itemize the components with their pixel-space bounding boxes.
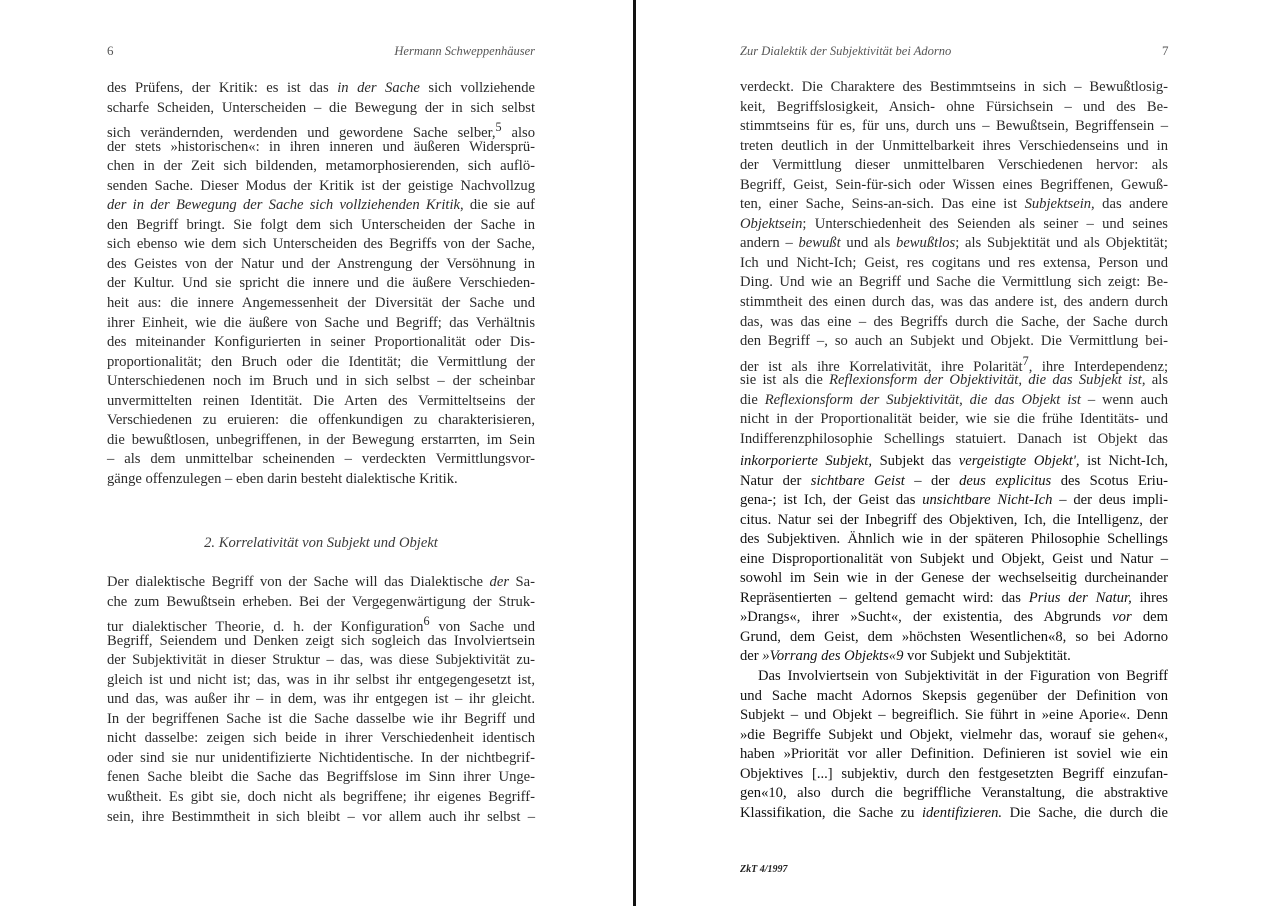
text-line: Ding. Und wie an Begriff und Sache die Vermittlung sich zeigt: Be- bbox=[740, 274, 1168, 291]
page-number: 7 bbox=[1162, 43, 1169, 58]
text-line: andern – bewußt und als bewußtlos; als Subjektität und als Objektität; bbox=[740, 235, 1168, 252]
text-line: senden Sache. Dieser Modus der Kritik ist der geistige Nachvollzug bbox=[107, 177, 535, 194]
text-line: der »Vorrang des Objekts«9 vor Subjekt und Subjektität. bbox=[740, 648, 1071, 665]
right-page bbox=[636, 0, 1268, 906]
running-head-author: Hermann Schweppenhäuser bbox=[394, 44, 535, 58]
text-line: ten, einer Sache, Seins-an-sich. Das eine ist Subjektsein, das andere bbox=[740, 196, 1168, 213]
text-line: den Begriff –, so auch an Subjekt und Objekt. Die Vermittlung bei- bbox=[740, 333, 1168, 350]
text-line: sein, ihre Bestimmtheit in sich bleibt – vor allem auch ihr selbst – bbox=[107, 808, 535, 825]
text-line: treten deutlich in der Unmittelbarkeit ihres Verschiedenseins und in bbox=[740, 137, 1168, 154]
left-page bbox=[0, 0, 633, 906]
text-line: eine Disproportionalität von Subjekt und Objekt, Geist und Natur – bbox=[740, 550, 1168, 567]
text-line: Grund, dem Geist, dem »höchsten Wesentlichen«8, so bei Adorno bbox=[740, 628, 1168, 645]
text-line: gänge offenzulegen – eben darin besteht dialektische Kritik. bbox=[107, 470, 458, 487]
right-paragraph-1-continued bbox=[740, 452, 1168, 667]
text-line: Objektsein; Unterschiedenheit des Seienden als seiner – und seines bbox=[740, 215, 1168, 232]
text-line: und das, was außer ihr – in dem, was ihr entgegen ist – ihr gleicht. bbox=[107, 691, 535, 708]
text-line: proportionalität; den Bruch oder die Identität; die Vermittlung der bbox=[107, 353, 535, 370]
text-line: – als dem unmittelbar scheinenden – verdeckten Vermittlungsvor- bbox=[107, 451, 535, 468]
text-line: Klassifikation, die Sache zu identifizieren. Die Sache, die durch die bbox=[740, 804, 1168, 821]
text-line: gen«10, also durch die begriffliche Veranstaltung, die abstraktive bbox=[740, 785, 1168, 802]
text-line: citus. Natur sei der Inbegriff des Objektiven, Ich, die Intelligenz, der bbox=[740, 511, 1168, 528]
text-line: die Reflexionsform der Subjektivität, die das Objekt ist – wenn auch bbox=[740, 391, 1168, 408]
text-line: ihrer Einheit, wie die äußere von Sache und Begriff; das Verhältnis bbox=[107, 314, 535, 331]
text-line: des Geistes von der Natur und der Anstrengung der Versöhnung in bbox=[107, 255, 535, 272]
text-line: che zum Bewußtsein erheben. Bei der Vergegenwärtigung der Struk- bbox=[107, 593, 535, 610]
text-line: das, was das eine – des Begriffs durch die Sache, der Sache durch bbox=[740, 313, 1168, 330]
text-line: des Subjektiven. Ähnlich wie in der späteren Philosophie Schellings bbox=[740, 531, 1168, 548]
right-paragraph-2 bbox=[740, 667, 1168, 823]
text-line: keit, Begriffslosigkeit, Ansich- ohne Fürsichsein – und des Be- bbox=[740, 98, 1168, 115]
text-line: chen in der Zeit sich bildenden, metamorphosierenden, sich auflö- bbox=[107, 158, 535, 175]
text-line: nicht in der Proportionalität beider, wie sie die frühe Identitäts- und bbox=[740, 411, 1168, 428]
running-head-title: Zur Dialektik der Subjektivität bei Adorno bbox=[740, 44, 952, 58]
text-line: Verschiedenen zu eruieren: die offenkundigen zu charakterisieren, bbox=[107, 412, 535, 429]
text-line: gleich ist und nicht ist; das, was in ihr selbst ihr entgegengesetzt ist, bbox=[107, 671, 535, 688]
text-line: Ich und Nicht-Ich; Geist, res cogitans und res extensa, Person und bbox=[740, 254, 1168, 271]
text-line: sich verändernden, werdenden und gewordene Sache selber,$^5$ also bbox=[107, 120, 535, 141]
text-line: der stets »historischen«: in ihren inneren und äußeren Widersprü- bbox=[107, 138, 535, 155]
text-line: sie ist als die Reflexionsform der Objektivität, die das Subjekt ist, als bbox=[740, 372, 1168, 389]
text-line: Begriff, Geist, Sein-für-sich oder Wissen eines Begriffenen, Gewuß- bbox=[740, 176, 1168, 193]
text-line: »Drangs«, ihrer »Sucht«, der existentia, des Abgrunds vor dem bbox=[740, 609, 1168, 626]
text-line: »die Begriffe Subjekt und Objekt, vielmehr das, worauf sie gehen«, bbox=[740, 726, 1168, 743]
text-line: Das Involviertsein von Subjektivität in der Figuration von Begriff bbox=[758, 668, 1168, 684]
text-line: sich ebenso wie dem sich Unterscheiden des Begriffs von der Sache, bbox=[107, 236, 535, 253]
text-line: der in der Bewegung der Sache sich vollziehenden Kritik, die sie auf bbox=[107, 197, 535, 214]
text-line: stimmtheit des einen durch das, was das andere ist, des andern durch bbox=[740, 294, 1168, 311]
text-line: gena-; ist Ich, der Geist das unsichtbare Nicht-Ich – der deus impli- bbox=[740, 492, 1168, 509]
text-line: oder sind sie nur unidentifizierte Nichtidentische. In der nichtbegrif- bbox=[107, 749, 535, 766]
text-line: unvermittelten reinen Identität. Die Arten des Vermitteltseins der bbox=[107, 392, 535, 409]
text-line: des miteinander Konfigurierten in seiner Proportionalität oder Dis- bbox=[107, 334, 535, 351]
text-line: Repräsentierten – geltend gemacht wird: das Prius der Natur, ihres bbox=[740, 589, 1168, 606]
text-line: Indifferenzphilosophie Schellings statuiert. Danach ist Objekt das bbox=[740, 430, 1168, 447]
text-line: tur dialektischer Theorie, d. h. der Konfiguration$^6$ von Sache und bbox=[107, 614, 535, 635]
text-line: heit aus: die innere Angemessenheit der Diversität der Sache und bbox=[107, 295, 535, 312]
text-line: der Kultur. Und sie spricht die innere und die äußere Verschieden- bbox=[107, 275, 535, 292]
text-line: nicht dasselbe: zeigen sich beide in ihrer Verschiedenheit identisch bbox=[107, 730, 535, 747]
text-line: der ist als ihre Korrelativität, ihre Polarität$^7$, ihre Interdependenz; bbox=[740, 353, 1169, 375]
text-line: In der begriffenen Sache ist die Sache dasselbe wie ihr Begriff und bbox=[107, 710, 535, 727]
text-line: und Sache macht Adornos Skepsis gegenüber der Definition von bbox=[740, 687, 1168, 704]
text-line: sowohl im Sein wie in der Genese der wechselseitig durcheinander bbox=[740, 570, 1168, 587]
text-line: die bewußtlosen, unbegriffenen, in der Bewegung erstarrten, im Sein bbox=[107, 431, 535, 448]
right-paragraph-1 bbox=[740, 78, 1168, 449]
text-line: des Prüfens, der Kritik: es ist das in der Sache sich vollziehende bbox=[107, 80, 535, 96]
left-paragraph-2 bbox=[107, 573, 535, 827]
text-line: Subjekt – und Objekt – begreiflich. Sie führt in »eine Aporie«. Denn bbox=[740, 707, 1168, 724]
text-line: der Vermittlung dieser unmittelbaren Verschiedenen hervor: als bbox=[740, 157, 1168, 174]
text-line: Natur der sichtbare Geist – der deus explicitus des Scotus Eriu- bbox=[740, 472, 1168, 489]
text-line: stimmtseins für es, für uns, durch uns – Bewußtsein, Begriffensein – bbox=[740, 118, 1168, 135]
left-paragraph-1 bbox=[107, 79, 535, 489]
text-line: inkorporierte Subjekt, Subjekt das vergeistigte Objekt', ist Nicht-Ich, bbox=[740, 453, 1169, 469]
text-line: scharfe Scheiden, Unterscheiden – die Bewegung der in sich selbst bbox=[107, 99, 535, 116]
text-line: Begriff, Seiendem und Denken zeigt sich sogleich das Involviertsein bbox=[107, 632, 535, 649]
text-line: verdeckt. Die Charaktere des Bestimmtseins in sich – Bewußtlosig- bbox=[740, 79, 1168, 95]
text-line: haben »Priorität vor aller Definition. Definieren ist soviel wie ein bbox=[740, 746, 1168, 763]
text-line: Der dialektische Begriff von der Sache will das Dialektische der Sa- bbox=[107, 574, 535, 590]
text-line: Objektives [...] subjektiv, durch den festgesetzten Begriff einzufan- bbox=[740, 765, 1168, 782]
text-line: fenen Sache bleibt die Sache das Begriffslose im Sinn ihrer Unge- bbox=[107, 769, 535, 786]
text-line: Unterschiedenen noch im Bruch und in sich selbst – der scheinbar bbox=[107, 373, 535, 390]
text-line: der Subjektivität in dieser Struktur – das, was diese Subjektivität zu- bbox=[107, 652, 535, 669]
text-line: den Begriff bringt. Sie folgt dem sich Unterscheiden der Sache in bbox=[107, 216, 535, 233]
section-heading: 2. Korrelativität von Subjekt und Objekt bbox=[204, 535, 438, 551]
page-number: 6 bbox=[107, 43, 114, 58]
text-line: wußtheit. Es gibt sie, doch nicht als begriffene; ihr eigenes Begriff- bbox=[107, 789, 535, 806]
journal-footer-mark: ZkT 4/1997 bbox=[740, 864, 788, 875]
